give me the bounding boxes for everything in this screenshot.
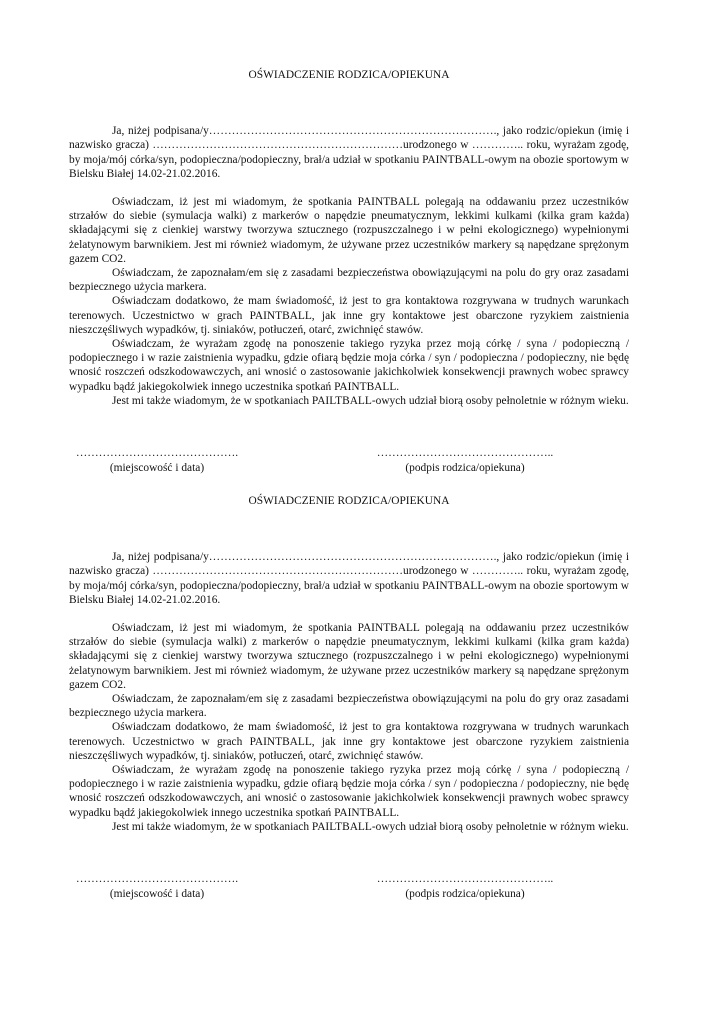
parent-signature: [370, 446, 560, 475]
paragraph-awareness: Oświadczam, iż jest mi wiadomym, że spotkania PAINTBALL polegają na oddawaniu przez uczestników strzałów do siebie (symulacja walki) z markerów o napędzie pneumatycznym, lekkimi kulkami (kilka gram każda) składającymi się z cienkiej warstwy tworzywa sztucznego (rozpuszczalnego i w pełni ekologicznego) wypełnionymi żelatynowym barwnikiem. Jest mi również wiadomym, że używane przez uczestników markery są napędzane sprężonym gazem CO2.: [69, 622, 629, 691]
place-date-caption: (miejscowość i data): [109, 888, 205, 901]
place-date-line: …………………………………….: [75, 447, 239, 460]
place-date-caption: (miejscowość i data): [109, 462, 205, 475]
paragraph-adult-participants: Jest mi także wiadomym, że w spotkaniach PAILTBALL-owych udział biorą osoby pełnoletnie w różnym wieku.: [112, 394, 629, 407]
place-date-signature: [69, 872, 245, 901]
paragraph-awareness: Oświadczam, iż jest mi wiadomym, że spotkania PAINTBALL polegają na oddawaniu przez uczestników strzałów do siebie (symulacja walki) z markerów o napędzie pneumatycznym, lekkimi kulkami (kilka gram każda) składającymi się z cienkiej warstwy tworzywa sztucznego (rozpuszczalnego i w pełni ekologicznego) wypełnionymi żelatynowym barwnikiem. Jest mi również wiadomym, że używane przez uczestników markery są napędzane sprężonym gazem CO2.: [69, 196, 629, 265]
form-title: OŚWIADCZENIE RODZICA/OPIEKUNA: [248, 495, 450, 507]
parent-signature-caption: (podpis rodzica/opiekuna): [405, 888, 525, 901]
signature-row: [69, 872, 629, 912]
signature-row: [69, 446, 629, 486]
parent-signature-line: ………………………………………..: [376, 873, 554, 886]
paragraph-consent: Ja, niżej podpisana/y…………………………………………………………………., jako rodzic/opiekun (imię i nazwisko gracza) …………………………………………………………urodzonego w ………….. roku, wyrażam zgodę, by moja/mój córka/syn, podopieczna/podopieczny, brał/a udział w spotkaniu PAINTBALL-owym na obozie sportowym w Bielsku Białej 14.02-21.02.2016.: [69, 125, 629, 180]
paragraph-contact-game: Oświadczam dodatkowo, że mam świadomość, iż jest to gra kontaktowa rozgrywana w trudnych warunkach terenowych. Uczestnictwo w grach PAINTBALL, jak inne gry kontaktowe jest obarczone ryzykiem zaistnienia nieszczęśliwych wypadków, tj. siniaków, potłuczeń, otarć, zwichnięć stawów.: [69, 295, 629, 336]
paragraph-risk-acceptance: Oświadczam, że wyrażam zgodę na ponoszenie takiego ryzyka przez moją córkę / syna / podopieczną / podopiecznego i w razie zaistnienia wypadku, gdzie ofiarą będzie moja córka / syn / podopieczna / podopieczny, nie będę wnosić roszczeń odszkodowawczych, ani wnosić o zastosowanie jakichkolwiek konsekwencji prawnych wobec sprawcy wypadku bądź jakiegokolwiek innego uczestnika spotkań PAINTBALL.: [69, 764, 629, 819]
paragraph-consent: Ja, niżej podpisana/y…………………………………………………………………., jako rodzic/opiekun (imię i nazwisko gracza) …………………………………………………………urodzonego w ………….. roku, wyrażam zgodę, by moja/mój córka/syn, podopieczna/podopieczny, brał/a udział w spotkaniu PAINTBALL-owym na obozie sportowym w Bielsku Białej 14.02-21.02.2016.: [69, 551, 629, 606]
parent-signature: [370, 872, 560, 901]
paragraph-risk-acceptance: Oświadczam, że wyrażam zgodę na ponoszenie takiego ryzyka przez moją córkę / syna / podopieczną / podopiecznego i w razie zaistnienia wypadku, gdzie ofiarą będzie moja córka / syn / podopieczna / podopieczny, nie będę wnosić roszczeń odszkodowawczych, ani wnosić o zastosowanie jakichkolwiek konsekwencji prawnych wobec sprawcy wypadku bądź jakiegokolwiek innego uczestnika spotkań PAINTBALL.: [69, 338, 629, 393]
paragraph-adult-participants: Jest mi także wiadomym, że w spotkaniach PAILTBALL-owych udział biorą osoby pełnoletnie w różnym wieku.: [112, 820, 629, 833]
parent-signature-line: ………………………………………..: [376, 447, 554, 460]
place-date-line: …………………………………….: [75, 873, 239, 886]
paragraph-safety-rules: Oświadczam, że zapoznałam/em się z zasadami bezpieczeństwa obowiązującymi na polu do gry oraz zasadami bezpiecznego użycia markera.: [69, 693, 629, 720]
place-date-signature: [69, 446, 245, 475]
parent-signature-caption: (podpis rodzica/opiekuna): [405, 462, 525, 475]
declaration-form-1: [69, 68, 629, 486]
declaration-form-2: [69, 494, 629, 912]
paragraph-contact-game: Oświadczam dodatkowo, że mam świadomość, iż jest to gra kontaktowa rozgrywana w trudnych warunkach terenowych. Uczestnictwo w grach PAINTBALL, jak inne gry kontaktowe jest obarczone ryzykiem zaistnienia nieszczęśliwych wypadków, tj. siniaków, potłuczeń, otarć, zwichnięć stawów.: [69, 721, 629, 762]
form-title: OŚWIADCZENIE RODZICA/OPIEKUNA: [248, 69, 450, 81]
paragraph-safety-rules: Oświadczam, że zapoznałam/em się z zasadami bezpieczeństwa obowiązującymi na polu do gry oraz zasadami bezpiecznego użycia markera.: [69, 267, 629, 294]
